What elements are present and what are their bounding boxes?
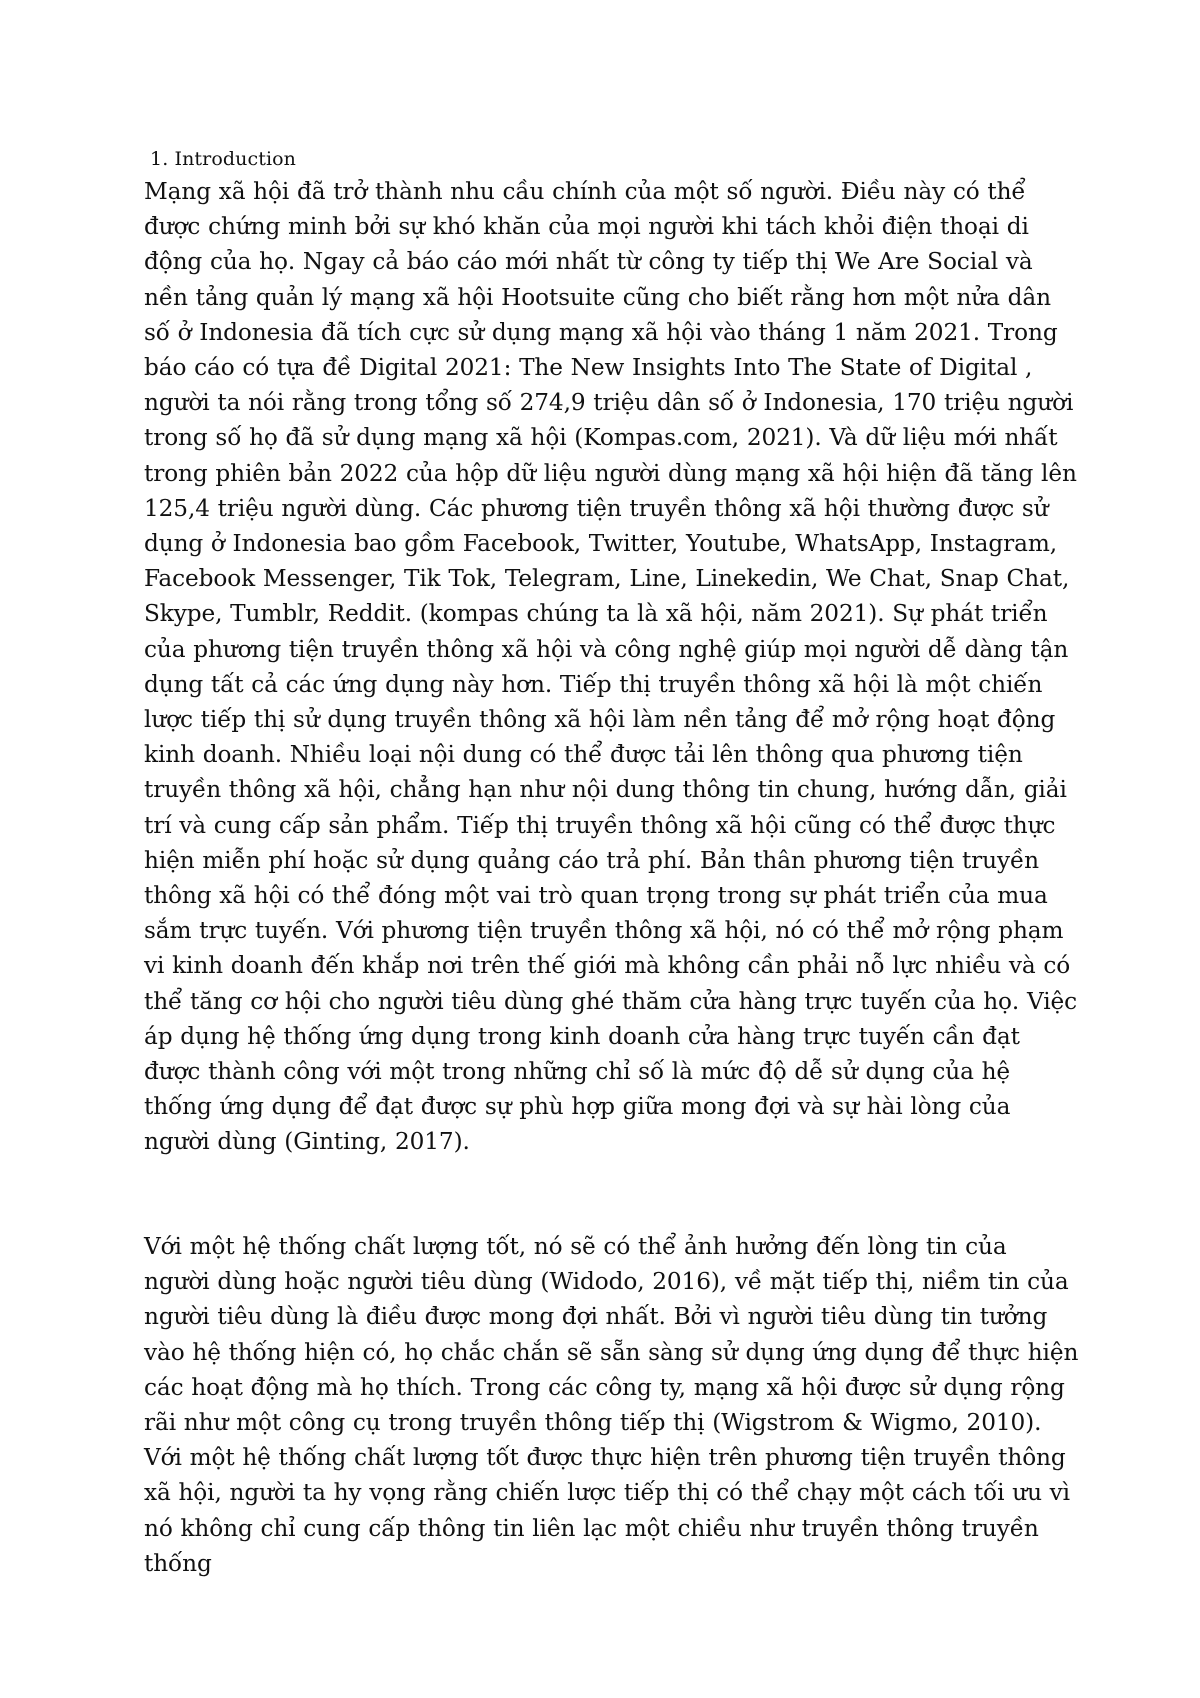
body-paragraph-2: Với một hệ thống chất lượng tốt, nó sẽ có thể ảnh hưởng đến lòng tin của người dùng hoặc người tiêu dùng (Widodo, 2016), về mặt tiếp thị, niềm tin của người tiêu dùng là điều được mong đợi nhất. Bởi vì người tiêu dùng tin tưởng vào hệ thống hiện có, họ chắc chắn sẽ sẵn sàng sử dụng ứng dụng để thực hiện các hoạt động mà họ thích. Trong các công ty, mạng xã hội được sử dụng rộng rãi như một công cụ trong truyền thông tiếp thị (Wigstrom & Wigmo, 2010). Với một hệ thống chất lượng tốt được thực hiện trên phương tiện truyền thông xã hội, người ta hy vọng rằng chiến lược tiếp thị có thể chạy một cách tối ưu vì nó không chỉ cung cấp thông tin liên lạc một chiều như truyền thông truyền thống	[144, 1233, 1079, 1577]
section-heading: 1. Introduction	[150, 148, 296, 170]
body-paragraph-1: Mạng xã hội đã trở thành nhu cầu chính của một số người. Điều này có thể được chứng minh bởi sự khó khăn của mọi người khi tách khỏi điện thoại di động của họ. Ngay cả báo cáo mới nhất từ công ty tiếp thị We Are Social và nền tảng quản lý mạng xã hội Hootsuite cũng cho biết rằng hơn một nửa dân số ở Indonesia đã tích cực sử dụng mạng xã hội vào tháng 1 năm 2021. Trong báo cáo có tựa đề Digital 2021: The New Insights Into The State of Digital , người ta nói rằng trong tổng số 274,9 triệu dân số ở Indonesia, 170 triệu người trong số họ đã sử dụng mạng xã hội (Kompas.com, 2021). Và dữ liệu mới nhất trong phiên bản 2022 của hộp dữ liệu người dùng mạng xã hội hiện đã tăng lên 125,4 triệu người dùng. Các phương tiện truyền thông xã hội thường được sử dụng ở Indonesia bao gồm Facebook, Twitter, Youtube, WhatsApp, Instagram, Facebook Messenger, Tik Tok, Telegram, Line, Linekedin, We Chat, Snap Chat, Skype, Tumblr, Reddit. (kompas chúng ta là xã hội, năm 2021). Sự phát triển của phương tiện truyền thông xã hội và công nghệ giúp mọi người dễ dàng tận dụng tất cả các ứng dụng này hơn. Tiếp thị truyền thông xã hội là một chiến lược tiếp thị sử dụng truyền thông xã hội làm nền tảng để mở rộng hoạt động kinh doanh. Nhiều loại nội dung có thể được tải lên thông qua phương tiện truyền thông xã hội, chẳng hạn như nội dung thông tin chung, hướng dẫn, giải trí và cung cấp sản phẩm. Tiếp thị truyền thông xã hội cũng có thể được thực hiện miễn phí hoặc sử dụng quảng cáo trả phí. Bản thân phương tiện truyền thông xã hội có thể đóng một vai trò quan trọng trong sự phát triển của mua sắm trực tuyến. Với phương tiện truyền thông xã hội, nó có thể mở rộng phạm vi kinh doanh đến khắp nơi trên thế giới mà không cần phải nỗ lực nhiều và có thể tăng cơ hội cho người tiêu dùng ghé thăm cửa hàng trực tuyến của họ. Việc áp dụng hệ thống ứng dụng trong kinh doanh cửa hàng trực tuyến cần đạt được thành công với một trong những chỉ số là mức độ dễ sử dụng của hệ thống ứng dụng để đạt được sự phù hợp giữa mong đợi và sự hài lòng của người dùng (Ginting, 2017).	[144, 178, 1078, 1156]
